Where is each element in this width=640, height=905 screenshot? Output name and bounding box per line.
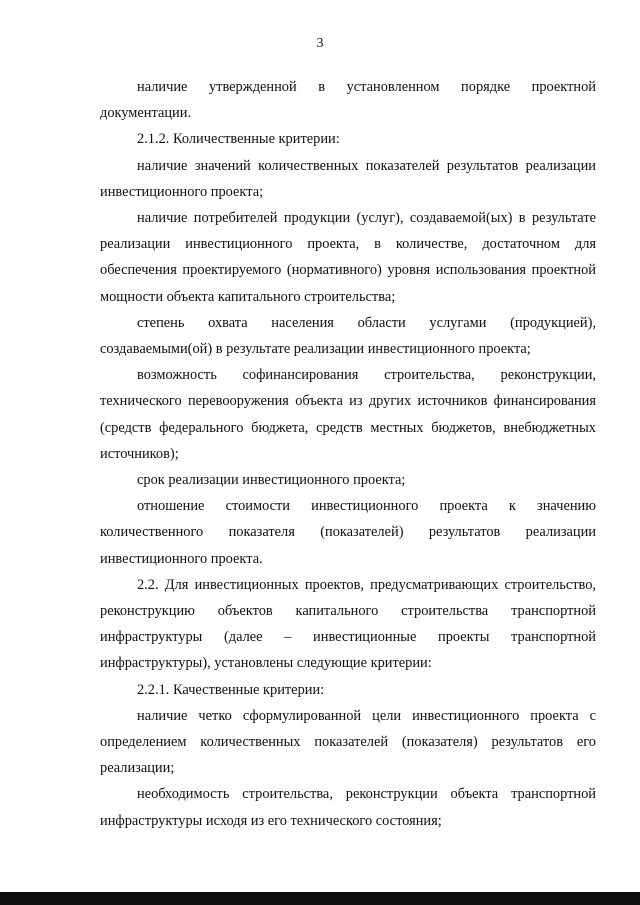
paragraph-cost-ratio: отношение стоимости инвестиционного проекта к значению количественного показателя (показателей) результатов реализации инвестиционного проекта. bbox=[100, 498, 596, 567]
paragraph-indicator-values: наличие значений количественных показателей результатов реализации инвестиционного проекта; bbox=[100, 157, 596, 200]
paragraph-consumers: наличие потребителей продукции (услуг), создаваемой(ых) в результате реализации инвестиционного проекта, в количестве, достаточном для обеспечения проектируемого (нормативного) уровня использования проектной мощности объекта капитального строительства; bbox=[100, 210, 596, 305]
paragraph-project-documentation: наличие утвержденной в установленном порядке проектной документации. bbox=[100, 79, 596, 122]
paragraph-cofinancing: возможность софинансирования строительства, реконструкции, технического перевооружения объекта из других источников финансирования (средств федерального бюджета, средств местных бюджетов, внебюджетных источников); bbox=[100, 367, 596, 462]
heading-qualitative-criteria: 2.2.1. Качественные критерии: bbox=[137, 681, 325, 698]
scan-bottom-edge bbox=[0, 892, 640, 905]
page-number: 3 bbox=[316, 36, 324, 51]
paragraph-clear-goal: наличие четко сформулированной цели инвестиционного проекта с определением количественных показателей (показателя) результатов его реализации; bbox=[100, 707, 596, 777]
paragraph-term: срок реализации инвестиционного проекта; bbox=[137, 472, 406, 489]
paragraph-technical-condition: необходимость строительства, реконструкции объекта транспортной инфраструктуры исходя из его технического состояния; bbox=[100, 786, 596, 829]
paragraph-transport-projects: 2.2. Для инвестиционных проектов, предусматривающих строительство, реконструкцию объектов капитального строительства транспортной инфраструктуры (далее – инвестиционные проекты транспортной инфраструктуры), установлены следующие критерии: bbox=[100, 576, 596, 672]
paragraph-coverage: степень охвата населения области услугами (продукцией), создаваемыми(ой) в результате реализации инвестиционного проекта; bbox=[100, 314, 596, 358]
document-body bbox=[100, 74, 596, 834]
heading-quantitative-criteria: 2.1.2. Количественные критерии: bbox=[137, 131, 340, 148]
